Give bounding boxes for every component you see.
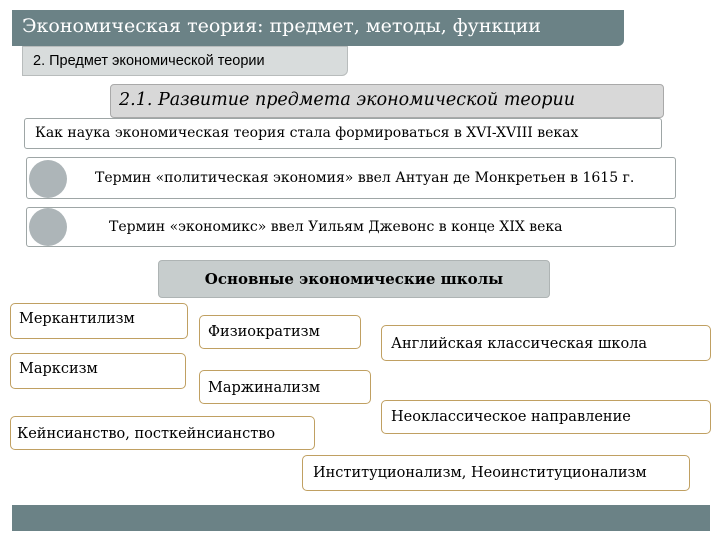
section-statement: Как наука экономическая теория стала формироваться в XVI-XVIII веках — [24, 118, 662, 149]
school-marxism: Марксизм — [10, 353, 186, 389]
school-mercantilism: Меркантилизм — [10, 303, 188, 339]
bullet-circle-icon — [29, 208, 67, 246]
bullet-circle-icon — [29, 160, 67, 198]
school-english-classical: Английская классическая школа — [381, 325, 711, 361]
slide-subtitle: 2. Предмет экономической теории — [22, 46, 348, 76]
slide-title: Экономическая теория: предмет, методы, функции — [12, 10, 624, 46]
fact-item-political-economy: Термин «политическая экономия» ввел Антуан де Монкретьен в 1615 г. — [26, 157, 676, 199]
footer-bar — [12, 505, 710, 531]
section-title: 2.1. Развитие предмета экономической теории — [110, 84, 664, 118]
school-physiocracy: Физиократизм — [199, 315, 361, 349]
schools-heading: Основные экономические школы — [158, 260, 550, 298]
school-neoclassical: Неоклассическое направление — [381, 400, 711, 434]
fact-item-economics: Термин «экономикс» ввел Уильям Джевонс в конце XIX века — [26, 207, 676, 247]
school-marginalism: Маржинализм — [199, 370, 371, 404]
school-institutionalism: Институционализм, Неоинституционализм — [302, 455, 690, 491]
school-keynesianism: Кейнсианство, посткейнсианство — [10, 416, 315, 450]
